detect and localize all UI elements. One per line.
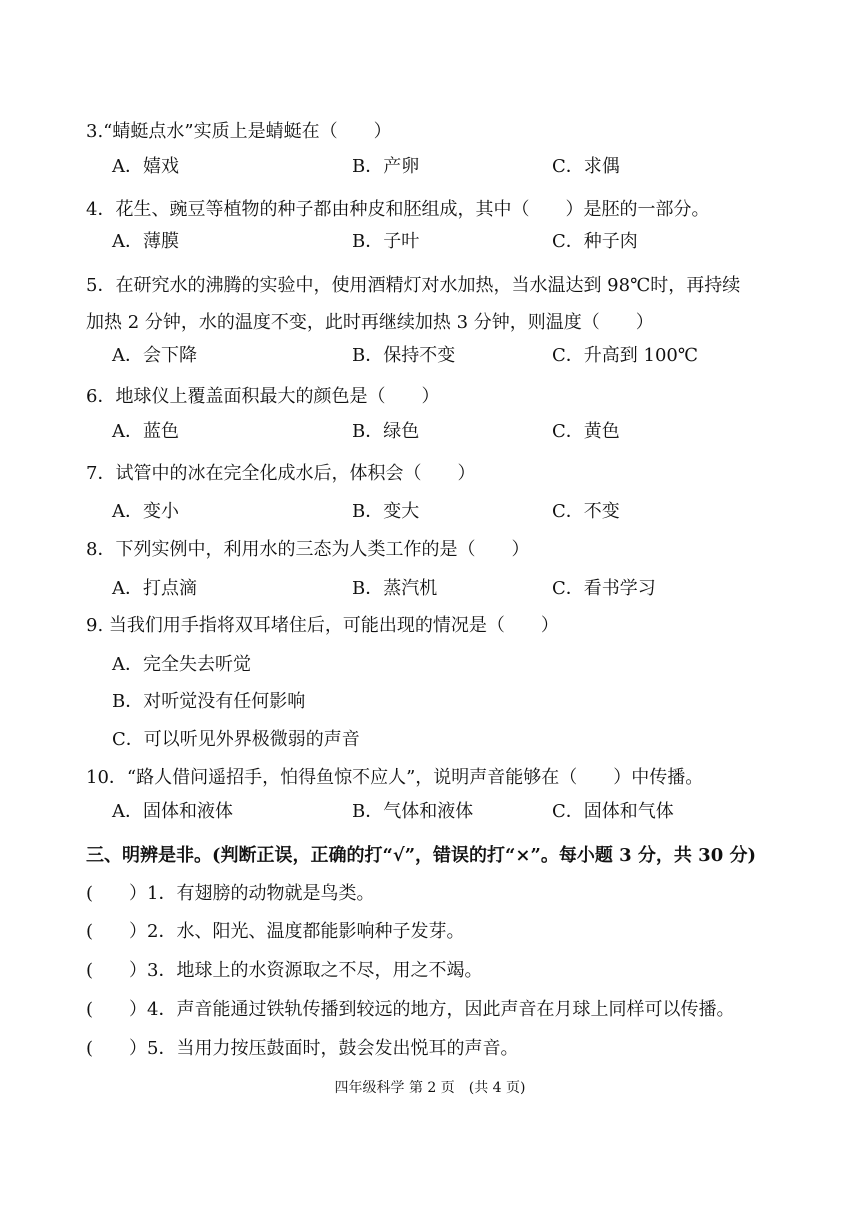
question-10-option-b: B．气体和液体 [352,801,474,822]
question-10-option-a: A．固体和液体 [112,801,233,822]
question-9-option-c: C．可以听见外界极微弱的声音 [112,729,360,750]
question-6-option-c: C．黄色 [552,421,620,442]
question-7-stem: 7．试管中的冰在完全化成水后，体积会（ ） [86,463,476,484]
question-7-option-a: A．变小 [112,501,179,522]
true-false-item-3: ( ）3．地球上的水资源取之不尽，用之不竭。 [86,960,483,981]
question-3-stem: 3.“蜻蜓点水”实质上是蜻蜓在（ ） [86,121,392,142]
question-3-option-a: A．嬉戏 [112,156,179,177]
question-5-option-a: A．会下降 [112,345,197,366]
question-5-stem-line-1: 5．在研究水的沸腾的实验中，使用酒精灯对水加热，当水温达到 98℃时，再持续 [86,275,741,296]
question-9-option-a: A．完全失去听觉 [112,654,251,675]
question-9-stem: 9. 当我们用手指将双耳堵住后，可能出现的情况是（ ） [86,615,559,636]
question-8-option-c: C．看书学习 [552,578,656,599]
page-footer: 四年级科学 第 2 页 (共 4 页) [334,1080,526,1096]
question-7-option-b: B．变大 [352,501,420,522]
question-5-option-c: C．升高到 100℃ [552,345,698,366]
question-7-option-c: C．不变 [552,501,620,522]
question-10-option-c: C．固体和气体 [552,801,674,822]
true-false-item-1: ( ）1．有翅膀的动物就是鸟类。 [86,883,375,904]
question-4-stem: 4．花生、豌豆等植物的种子都由种皮和胚组成，其中（ ）是胚的一部分。 [86,199,710,220]
question-4-option-c: C．种子肉 [552,231,638,252]
question-8-option-b: B．蒸汽机 [352,578,438,599]
question-6-option-a: A．蓝色 [112,421,179,442]
question-4-option-a: A．薄膜 [112,231,179,252]
question-6-option-b: B．绿色 [352,421,420,442]
question-6-stem: 6．地球仪上覆盖面积最大的颜色是（ ） [86,386,440,407]
question-5-option-b: B．保持不变 [352,345,456,366]
question-9-option-b: B．对听觉没有任何影响 [112,691,306,712]
question-3-option-c: C．求偶 [552,156,620,177]
question-4-option-b: B．子叶 [352,231,420,252]
section-3-heading: 三、明辨是非。(判断正误，正确的打“√”，错误的打“×”。每小题 3 分，共 30 分) [86,845,756,866]
question-8-stem: 8．下列实例中，利用水的三态为人类工作的是（ ） [86,539,530,560]
true-false-item-5: ( ）5．当用力按压鼓面时，鼓会发出悦耳的声音。 [86,1038,519,1059]
true-false-item-2: ( ）2．水、阳光、温度都能影响种子发芽。 [86,921,465,942]
question-5-stem-line-2: 加热 2 分钟，水的温度不变，此时再继续加热 3 分钟，则温度（ ） [86,312,654,333]
question-10-stem: 10．“路人借问遥招手，怕得鱼惊不应人”，说明声音能够在（ ）中传播。 [86,767,704,788]
true-false-item-4: ( ）4．声音能通过铁轨传播到较远的地方，因此声音在月球上同样可以传播。 [86,999,735,1020]
question-8-option-a: A．打点滴 [112,578,197,599]
question-3-option-b: B．产卵 [352,156,420,177]
